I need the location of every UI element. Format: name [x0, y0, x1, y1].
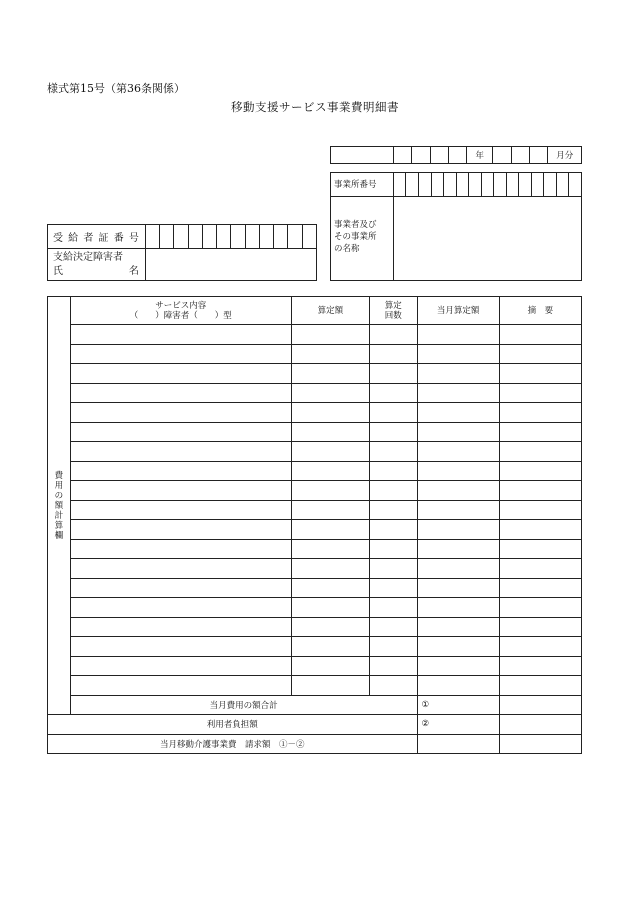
calculated-amount-cell[interactable] — [291, 364, 369, 384]
calculated-amount-cell[interactable] — [291, 461, 369, 481]
monthly-amount-cell[interactable] — [417, 422, 499, 442]
remarks-header: 摘 要 — [499, 297, 581, 325]
recipient-id-cell[interactable] — [245, 225, 259, 249]
monthly-amount-header: 当月算定額 — [417, 297, 499, 325]
service-content-cell[interactable] — [70, 637, 291, 657]
monthly-total-remarks[interactable] — [499, 695, 581, 715]
calculated-amount-cell[interactable] — [291, 442, 369, 462]
office-number-cell[interactable] — [393, 173, 406, 197]
calculation-count-cell[interactable] — [369, 617, 417, 637]
calculated-amount-cell[interactable] — [291, 481, 369, 501]
remarks-cell[interactable] — [499, 383, 581, 403]
monthly-total-mark: ① — [421, 699, 430, 710]
remarks-cell[interactable] — [499, 325, 581, 345]
calculated-amount-cell[interactable] — [291, 325, 369, 345]
side-label-char: 額 — [54, 500, 64, 511]
calculation-count-cell[interactable] — [369, 520, 417, 540]
side-label-char: 計 — [54, 510, 64, 521]
year-label: 年 — [467, 147, 493, 164]
calculated-amount-cell[interactable] — [291, 383, 369, 403]
monthly-amount-cell[interactable] — [417, 656, 499, 676]
office-number-cell[interactable] — [544, 173, 557, 197]
remarks-cell[interactable] — [499, 481, 581, 501]
table-row — [48, 617, 582, 637]
calculated-amount-cell[interactable] — [291, 403, 369, 423]
calculation-count-cell[interactable] — [369, 559, 417, 579]
calculated-amount-cell[interactable] — [291, 578, 369, 598]
calculation-count-header-line2: 回数 — [384, 310, 402, 321]
office-name-label-line3: の名称 — [334, 244, 360, 254]
service-content-header — [70, 297, 291, 325]
calculated-amount-cell[interactable] — [291, 598, 369, 618]
side-label-char: 費 — [54, 470, 64, 481]
table-row — [48, 383, 582, 403]
remarks-cell[interactable] — [499, 403, 581, 423]
monthly-amount-cell[interactable] — [417, 676, 499, 696]
calculated-amount-header: 算定額 — [291, 297, 369, 325]
recipient-name-label-line1: 支給決定障害者 — [53, 251, 123, 263]
page-title: 移動支援サービス事業費明細書 — [231, 100, 399, 114]
side-label-char: の — [54, 490, 64, 501]
calculated-amount-cell[interactable] — [291, 344, 369, 364]
remarks-cell[interactable] — [499, 578, 581, 598]
service-content-cell[interactable] — [70, 676, 291, 696]
service-content-cell[interactable] — [70, 539, 291, 559]
service-content-cell[interactable] — [70, 578, 291, 598]
calculated-amount-cell[interactable] — [291, 559, 369, 579]
service-content-header-line1: サービス内容 — [155, 300, 207, 311]
recipient-id-cell[interactable] — [217, 225, 231, 249]
office-info-table — [330, 172, 582, 281]
billing-period-grid — [330, 146, 582, 164]
office-number-cell[interactable] — [494, 173, 507, 197]
table-row — [48, 344, 582, 364]
office-number-cell[interactable] — [531, 173, 544, 197]
user-burden-mark: ② — [421, 719, 430, 730]
table-row — [48, 442, 582, 462]
calculated-amount-cell[interactable] — [291, 676, 369, 696]
calculation-count-cell[interactable] — [369, 539, 417, 559]
table-row — [48, 676, 582, 696]
remarks-cell[interactable] — [499, 598, 581, 618]
claim-amount-label: 当月移動介護事業費 請求額 ①－② — [48, 734, 418, 754]
monthly-amount-cell[interactable] — [417, 520, 499, 540]
monthly-amount-cell[interactable] — [417, 442, 499, 462]
service-content-cell[interactable] — [70, 383, 291, 403]
service-content-cell[interactable] — [70, 500, 291, 520]
side-label-char: 用 — [54, 480, 64, 491]
monthly-amount-cell[interactable] — [417, 481, 499, 501]
recipient-id-cell[interactable] — [174, 225, 188, 249]
office-name-field[interactable] — [393, 197, 581, 281]
service-content-cell[interactable] — [70, 520, 291, 540]
service-content-cell[interactable] — [70, 481, 291, 501]
user-burden-cell[interactable] — [417, 715, 499, 735]
recipient-info-table — [47, 224, 317, 281]
remarks-cell[interactable] — [499, 520, 581, 540]
calculation-count-cell[interactable] — [369, 422, 417, 442]
calculation-count-cell[interactable] — [369, 442, 417, 462]
table-row — [48, 656, 582, 676]
office-number-cell[interactable] — [506, 173, 519, 197]
table-row — [48, 422, 582, 442]
recipient-id-cell[interactable] — [202, 225, 216, 249]
monthly-amount-cell[interactable] — [417, 364, 499, 384]
remarks-cell[interactable] — [499, 344, 581, 364]
monthly-amount-cell[interactable] — [417, 637, 499, 657]
remarks-cell[interactable] — [499, 422, 581, 442]
recipient-id-cell[interactable] — [259, 225, 273, 249]
year-digit-cell[interactable] — [430, 147, 448, 164]
remarks-cell[interactable] — [499, 656, 581, 676]
office-number-cell[interactable] — [556, 173, 569, 197]
service-content-cell[interactable] — [70, 559, 291, 579]
service-content-cell[interactable] — [70, 344, 291, 364]
calculation-count-cell[interactable] — [369, 461, 417, 481]
office-name-label-line2: その事業所 — [334, 232, 377, 242]
user-burden-label: 利用者負担額 — [48, 715, 418, 735]
calculation-count-header-line1: 算定 — [384, 300, 402, 311]
recipient-id-cell[interactable] — [160, 225, 174, 249]
calculation-count-cell[interactable] — [369, 383, 417, 403]
calculation-count-cell[interactable] — [369, 325, 417, 345]
recipient-name-label — [48, 249, 146, 281]
office-number-cell[interactable] — [419, 173, 432, 197]
calculation-count-cell[interactable] — [369, 364, 417, 384]
office-number-cell[interactable] — [569, 173, 582, 197]
recipient-id-cell[interactable] — [302, 225, 316, 249]
monthly-total-label: 当月費用の額合計 — [70, 695, 417, 715]
monthly-amount-cell[interactable] — [417, 617, 499, 637]
calculation-count-cell[interactable] — [369, 598, 417, 618]
recipient-id-cell[interactable] — [188, 225, 202, 249]
office-name-label-line1: 事業者及び — [334, 220, 377, 230]
monthly-amount-cell[interactable] — [417, 559, 499, 579]
table-row — [48, 481, 582, 501]
remarks-cell[interactable] — [499, 637, 581, 657]
calculation-count-cell[interactable] — [369, 403, 417, 423]
office-number-label: 事業所番号 — [331, 173, 394, 197]
recipient-id-cell[interactable] — [274, 225, 288, 249]
table-row — [48, 559, 582, 579]
period-blank-cell[interactable] — [331, 147, 394, 164]
year-digit-cell[interactable] — [412, 147, 430, 164]
office-name-label — [331, 197, 394, 281]
calculation-count-header — [369, 297, 417, 325]
remarks-cell[interactable] — [499, 676, 581, 696]
remarks-cell[interactable] — [499, 617, 581, 637]
service-content-cell[interactable] — [70, 422, 291, 442]
office-number-cell[interactable] — [456, 173, 469, 197]
monthly-amount-cell[interactable] — [417, 500, 499, 520]
monthly-total-cell[interactable] — [417, 695, 499, 715]
service-content-cell[interactable] — [70, 325, 291, 345]
service-content-cell[interactable] — [70, 442, 291, 462]
remarks-cell[interactable] — [499, 539, 581, 559]
office-number-cell[interactable] — [431, 173, 444, 197]
remarks-cell[interactable] — [499, 559, 581, 579]
remarks-cell[interactable] — [499, 364, 581, 384]
service-content-cell[interactable] — [70, 403, 291, 423]
table-row — [48, 637, 582, 657]
monthly-amount-cell[interactable] — [417, 325, 499, 345]
month-label: 月分 — [548, 147, 582, 164]
recipient-name-field[interactable] — [145, 249, 316, 281]
office-number-cell[interactable] — [406, 173, 419, 197]
form-reference: 様式第15号（第36条関係） — [47, 82, 185, 95]
user-burden-remarks[interactable] — [499, 715, 581, 735]
monthly-amount-cell[interactable] — [417, 578, 499, 598]
recipient-id-cell[interactable] — [145, 225, 159, 249]
cost-calculation-table — [47, 296, 582, 754]
calculation-count-cell[interactable] — [369, 637, 417, 657]
calculation-count-cell[interactable] — [369, 481, 417, 501]
monthly-amount-cell[interactable] — [417, 598, 499, 618]
month-digit-cell[interactable] — [493, 147, 511, 164]
service-content-header-line2: （ ）障害者（ ）型 — [129, 310, 232, 321]
calculated-amount-cell[interactable] — [291, 617, 369, 637]
office-number-cell[interactable] — [481, 173, 494, 197]
service-content-cell[interactable] — [70, 461, 291, 481]
year-digit-cell[interactable] — [393, 147, 411, 164]
cost-calculation-side-label — [48, 297, 71, 715]
table-row — [48, 578, 582, 598]
recipient-id-label: 受 給 者 証 番 号 — [48, 225, 146, 249]
monthly-amount-cell[interactable] — [417, 383, 499, 403]
calculated-amount-cell[interactable] — [291, 520, 369, 540]
side-label-char: 算 — [54, 520, 64, 531]
recipient-name-label-line2 — [53, 265, 145, 279]
service-content-cell[interactable] — [70, 598, 291, 618]
calculated-amount-cell[interactable] — [291, 656, 369, 676]
claim-amount-cell[interactable] — [417, 734, 499, 754]
recipient-id-cell[interactable] — [231, 225, 245, 249]
table-row — [48, 539, 582, 559]
year-digit-cell[interactable] — [448, 147, 466, 164]
calculated-amount-cell[interactable] — [291, 500, 369, 520]
service-content-cell[interactable] — [70, 364, 291, 384]
calculated-amount-cell[interactable] — [291, 637, 369, 657]
calculation-count-cell[interactable] — [369, 676, 417, 696]
office-number-cell[interactable] — [444, 173, 457, 197]
table-row — [48, 461, 582, 481]
calculation-count-cell[interactable] — [369, 578, 417, 598]
table-row — [48, 520, 582, 540]
monthly-amount-cell[interactable] — [417, 403, 499, 423]
calculation-count-cell[interactable] — [369, 344, 417, 364]
remarks-cell[interactable] — [499, 500, 581, 520]
table-row — [48, 364, 582, 384]
monthly-amount-cell[interactable] — [417, 461, 499, 481]
remarks-cell[interactable] — [499, 461, 581, 481]
name-family-char: 氏 — [53, 265, 63, 277]
table-row — [48, 500, 582, 520]
monthly-amount-cell[interactable] — [417, 344, 499, 364]
service-content-cell[interactable] — [70, 656, 291, 676]
service-content-cell[interactable] — [70, 617, 291, 637]
monthly-amount-cell[interactable] — [417, 539, 499, 559]
recipient-id-cell[interactable] — [288, 225, 302, 249]
calculation-count-cell[interactable] — [369, 500, 417, 520]
month-digit-cell[interactable] — [511, 147, 529, 164]
claim-amount-remarks[interactable] — [499, 734, 581, 754]
remarks-cell[interactable] — [499, 442, 581, 462]
name-given-char: 名 — [128, 265, 139, 277]
month-digit-cell[interactable] — [530, 147, 548, 164]
table-row — [48, 403, 582, 423]
table-row — [48, 325, 582, 345]
calculated-amount-cell[interactable] — [291, 422, 369, 442]
office-number-cell[interactable] — [469, 173, 482, 197]
side-label-char: 欄 — [54, 530, 64, 541]
table-row — [48, 598, 582, 618]
calculation-count-cell[interactable] — [369, 656, 417, 676]
calculated-amount-cell[interactable] — [291, 539, 369, 559]
office-number-cell[interactable] — [519, 173, 532, 197]
